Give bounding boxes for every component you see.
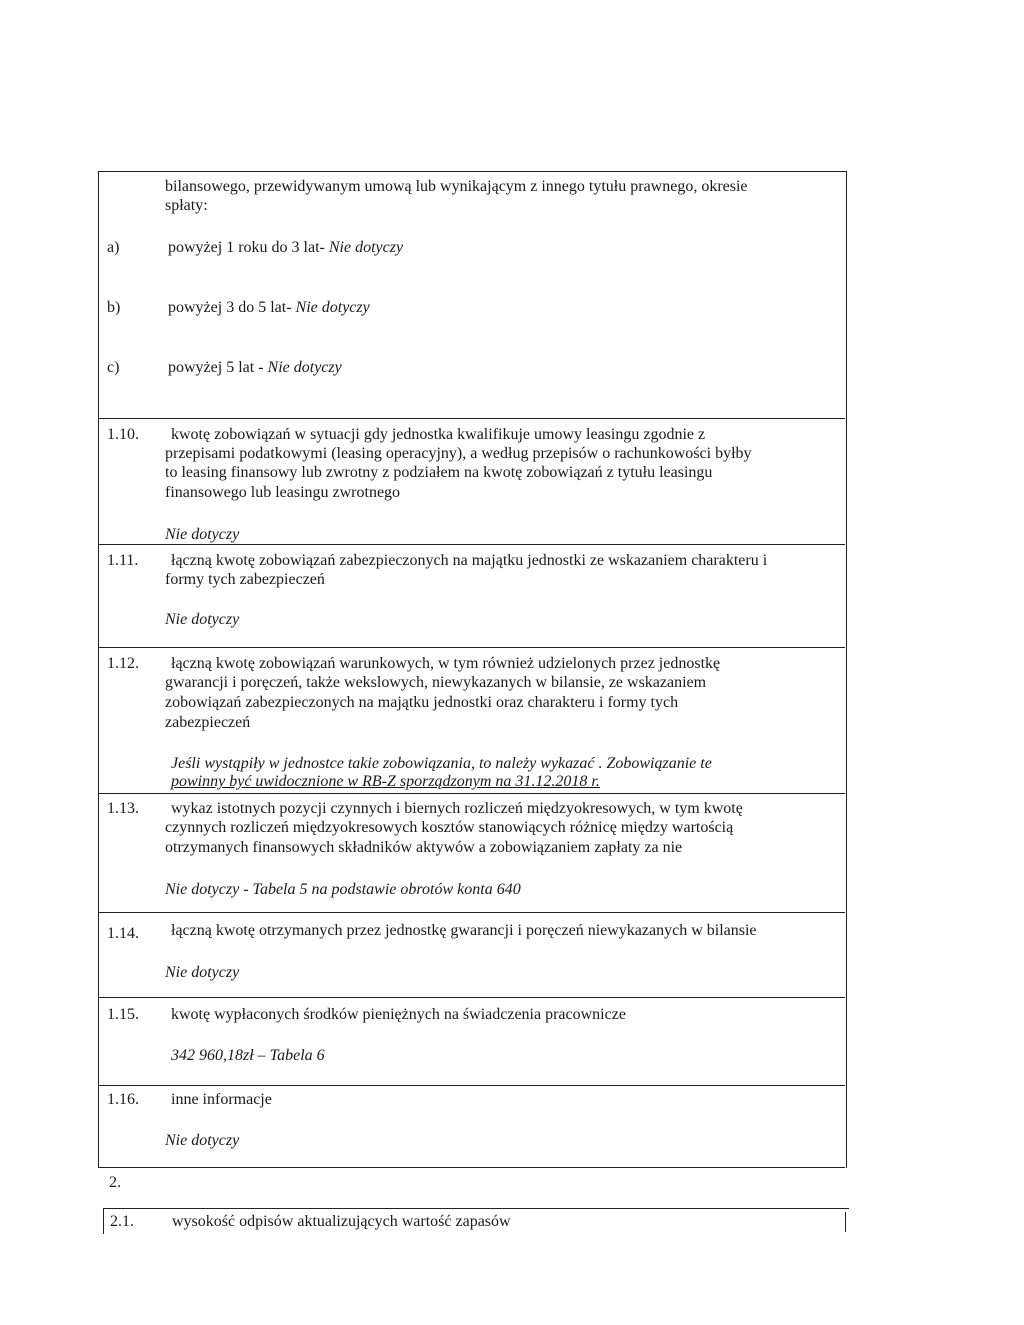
section-text: przepisami podatkowymi (leasing operacyjny), a według przepisów o rachunkowości byłby bbox=[165, 445, 752, 462]
section-value: Nie dotyczy bbox=[165, 964, 240, 981]
section-number: 1.11. bbox=[107, 552, 139, 569]
section-number: 1.16. bbox=[107, 1091, 139, 1108]
section-text: kwotę wypłaconych środków pieniężnych na świadczenia pracownicze bbox=[171, 1006, 626, 1023]
section-text: kwotę zobowiązań w sytuacji gdy jednostka kwalifikuje umowy leasingu zgodnie z bbox=[171, 426, 706, 443]
list-item-text: powyżej 1 roku do 3 lat- bbox=[168, 239, 329, 256]
section-number: 2.1. bbox=[110, 1213, 134, 1230]
section-value: Nie dotyczy bbox=[165, 1132, 240, 1149]
intro-text: spłaty: bbox=[165, 197, 208, 214]
section-text: wykaz istotnych pozycji czynnych i biernych rozliczeń międzyokresowych, w tym kwotę bbox=[171, 800, 743, 817]
section-number: 2. bbox=[109, 1174, 121, 1191]
section-text: łączną kwotę zobowiązań warunkowych, w tym również udzielonych przez jednostkę bbox=[171, 655, 721, 672]
section-number: 1.14. bbox=[107, 925, 139, 942]
section-value: 342 960,18zł – Tabela 6 bbox=[171, 1047, 325, 1064]
list-item bbox=[168, 358, 342, 377]
section-number: 1.12. bbox=[107, 655, 139, 672]
section-text: wysokość odpisów aktualizujących wartość zapasów bbox=[172, 1213, 511, 1230]
row-divider bbox=[98, 793, 845, 794]
list-item-text: powyżej 5 lat - bbox=[168, 359, 268, 376]
section-value: Nie dotyczy bbox=[165, 526, 240, 543]
section-text: finansowego lub leasingu zwrotnego bbox=[165, 484, 401, 501]
intro-text: bilansowego, przewidywanym umową lub wynikającym z innego tytułu prawnego, okresie bbox=[165, 178, 748, 195]
section-text: łączną kwotę otrzymanych przez jednostkę gwarancji i poręczeń niewykazanych w bilansie bbox=[171, 922, 757, 939]
section-number: 1.13. bbox=[107, 800, 139, 817]
row-divider bbox=[98, 544, 845, 545]
section-text: gwarancji i poręczeń, także wekslowych, niewykazanych w bilansie, ze wskazaniem bbox=[165, 674, 707, 691]
list-item-value: Nie dotyczy bbox=[267, 359, 342, 376]
row-divider bbox=[845, 1212, 846, 1232]
section-text: zobowiązań zabezpieczonych na majątku jednostki oraz charakteru i formy tych bbox=[165, 694, 679, 711]
table-bottom-rule bbox=[98, 1167, 845, 1168]
section-text: otrzymanych finansowych składników aktywów a zobowiązaniem zapłaty za nie bbox=[165, 839, 683, 856]
section-text: zabezpieczeń bbox=[165, 714, 251, 731]
section-number: 1.15. bbox=[107, 1006, 139, 1023]
list-item-value: Nie dotyczy bbox=[295, 299, 370, 316]
list-marker: b) bbox=[107, 299, 121, 316]
section-text: formy tych zabezpieczeń bbox=[165, 571, 325, 588]
section-number: 1.10. bbox=[107, 426, 139, 443]
list-item-value: Nie dotyczy bbox=[328, 239, 404, 256]
section-text: czynnych rozliczeń międzyokresowych kosztów stanowiących różnicę między wartością bbox=[165, 819, 734, 836]
section-value: Nie dotyczy bbox=[165, 611, 240, 628]
row-divider bbox=[98, 912, 845, 913]
section-note: Jeśli wystąpiły w jednostce takie zobowiązania, to należy wykazać . Zobowiązanie te bbox=[171, 755, 712, 772]
list-marker: c) bbox=[107, 359, 120, 376]
section-note: powinny być uwidocznione w RB-Z sporządzonym na 31.12.2018 r. bbox=[171, 773, 600, 790]
list-marker: a) bbox=[107, 239, 120, 256]
section-text: to leasing finansowy lub zwrotny z podziałem na kwotę zobowiązań z tytułu leasingu bbox=[165, 464, 713, 481]
section-value: Nie dotyczy - Tabela 5 na podstawie obrotów konta 640 bbox=[165, 881, 521, 898]
list-item bbox=[168, 298, 370, 317]
row-divider bbox=[98, 1085, 845, 1086]
section-text: łączną kwotę zobowiązań zabezpieczonych na majątku jednostki ze wskazaniem charakteru i bbox=[171, 552, 768, 569]
row-divider bbox=[98, 418, 845, 419]
section-text: inne informacje bbox=[171, 1091, 272, 1108]
row-divider bbox=[98, 997, 845, 998]
row-divider bbox=[98, 647, 845, 648]
list-item-text: powyżej 3 do 5 lat- bbox=[168, 299, 296, 316]
list-item bbox=[168, 238, 403, 257]
